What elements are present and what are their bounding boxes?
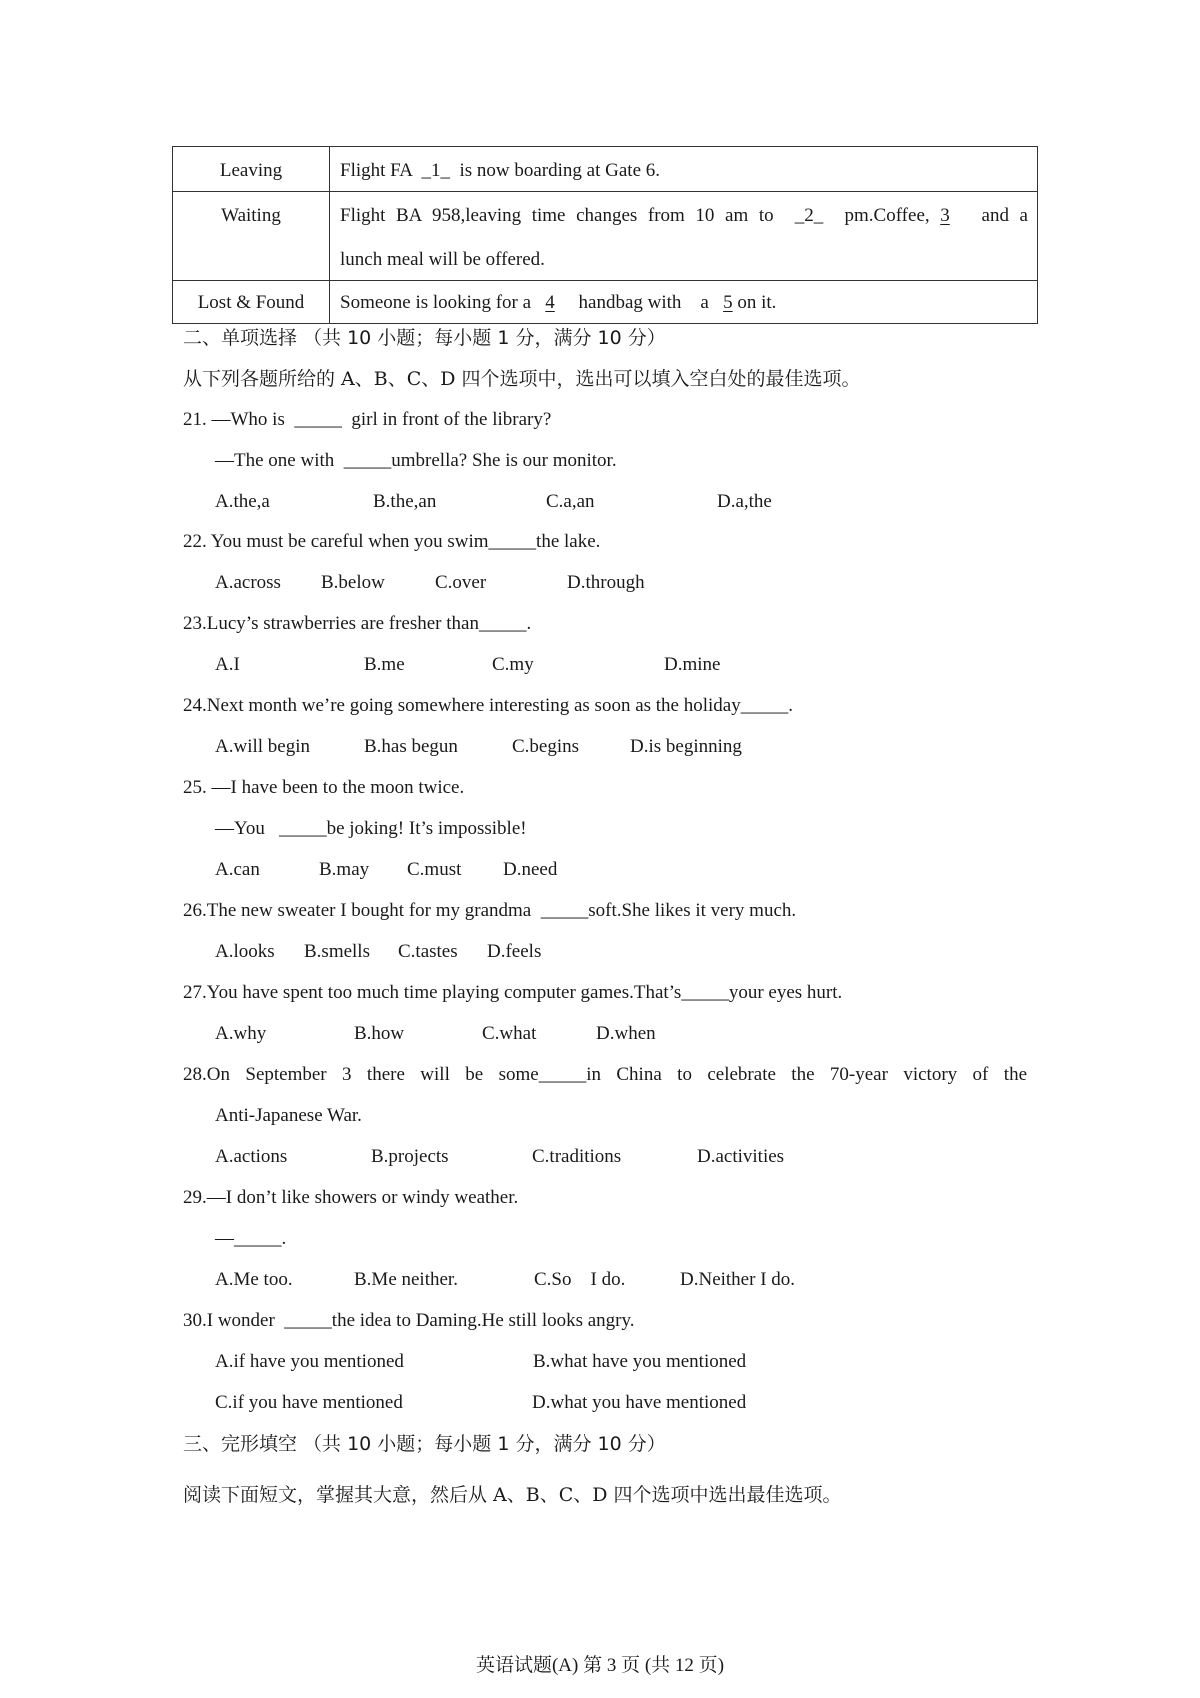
option-a[interactable]: A.can — [215, 859, 260, 880]
option-b[interactable]: B.smells — [304, 941, 370, 962]
section-heading: 三、完形填空 （共 10 小题；每小题 1 分，满分 10 分） — [183, 1433, 666, 1455]
table-label: Leaving — [173, 147, 330, 192]
table-cell — [330, 281, 1038, 324]
option-d[interactable]: D.is beginning — [630, 736, 742, 757]
option-d[interactable]: D.mine — [664, 654, 721, 675]
option-b[interactable]: B.how — [354, 1023, 405, 1044]
table-row — [173, 147, 1038, 192]
blank-3: 3 — [940, 205, 950, 226]
option-d[interactable]: D.a,the — [717, 491, 772, 512]
option-a[interactable]: A.looks — [215, 941, 275, 962]
option-b[interactable]: B.what have you mentioned — [533, 1351, 747, 1372]
question-26: 26.The new sweater I bought for my grandma _____soft.She likes it very much. — [183, 900, 797, 921]
cell-text: on it. — [732, 292, 777, 313]
page-footer: 英语试题(A) 第 3 页 (共 12 页) — [475, 1655, 725, 1676]
cell-text: lunch meal will be offered. — [340, 249, 545, 270]
option-d[interactable]: D.need — [503, 859, 558, 880]
table-row — [173, 281, 1038, 324]
question-24: 24.Next month we’re going somewhere interesting as soon as the holiday_____. — [183, 695, 793, 716]
question-29-reply: —_____. — [215, 1228, 287, 1249]
table-cell — [330, 192, 1038, 281]
blank-1: _1_ — [421, 160, 450, 181]
option-c[interactable]: C.begins — [512, 736, 580, 757]
cell-text: Flight BA 958,leaving time changes from 10 am to — [340, 205, 795, 226]
option-b[interactable]: B.has begun — [364, 736, 458, 757]
option-b[interactable]: B.below — [321, 572, 385, 593]
section-heading: 二、单项选择 （共 10 小题；每小题 1 分，满分 10 分） — [183, 327, 666, 349]
option-a[interactable]: A.actions — [215, 1146, 288, 1167]
cell-text: is now boarding at Gate 6. — [449, 160, 660, 181]
option-c[interactable]: C.my — [492, 654, 534, 675]
option-b[interactable]: B.the,an — [373, 491, 437, 512]
question-25: 25. —I have been to the moon twice. — [183, 777, 465, 798]
option-a[interactable]: A.why — [215, 1023, 267, 1044]
option-c[interactable]: C.what — [482, 1023, 537, 1044]
option-d[interactable]: D.through — [567, 572, 645, 593]
option-c[interactable]: C.tastes — [398, 941, 458, 962]
option-a[interactable]: A.will begin — [215, 736, 310, 757]
question-27: 27.You have spent too much time playing computer games.That’s_____your eyes hurt. — [183, 982, 843, 1003]
section-instruction: 从下列各题所给的 A、B、C、D 四个选项中，选出可以填入空白处的最佳选项。 — [183, 368, 861, 390]
option-b[interactable]: B.projects — [371, 1146, 449, 1167]
option-c[interactable]: C.must — [407, 859, 462, 880]
option-b[interactable]: B.Me neither. — [354, 1269, 458, 1290]
option-d[interactable]: D.what you have mentioned — [532, 1392, 747, 1413]
question-21-reply: —The one with _____umbrella? She is our monitor. — [215, 450, 617, 471]
option-c[interactable]: C.a,an — [546, 491, 595, 512]
option-c[interactable]: C.traditions — [532, 1146, 622, 1167]
notice-table — [172, 146, 1038, 324]
option-c[interactable]: C.So I do. — [534, 1269, 626, 1290]
cell-text: Someone is looking for a — [340, 292, 546, 313]
option-d[interactable]: D.Neither I do. — [680, 1269, 796, 1290]
cell-text: and a — [949, 205, 1028, 226]
question-30: 30.I wonder _____the idea to Daming.He still looks angry. — [183, 1310, 635, 1331]
option-d[interactable]: D.when — [596, 1023, 656, 1044]
table-cell — [330, 147, 1038, 192]
question-28: 28.On September 3 there will be some_____in China to celebrate the 70-year victory of the — [183, 1064, 1027, 1085]
question-21: 21. —Who is _____ girl in front of the library? — [183, 409, 552, 430]
option-a[interactable]: A.Me too. — [215, 1269, 293, 1290]
option-a[interactable]: A.across — [215, 572, 281, 593]
cell-text: handbag with a — [554, 292, 724, 313]
table-label: Lost & Found — [173, 281, 330, 324]
question-25-reply: —You _____be joking! It’s impossible! — [215, 818, 527, 839]
option-c[interactable]: C.if you have mentioned — [215, 1392, 403, 1413]
option-b[interactable]: B.may — [319, 859, 370, 880]
option-a[interactable]: A.I — [215, 654, 240, 675]
question-28-cont: Anti-Japanese War. — [215, 1105, 362, 1126]
table-row — [173, 192, 1038, 281]
blank-2: _2_ — [794, 205, 824, 226]
option-b[interactable]: B.me — [364, 654, 405, 675]
option-d[interactable]: D.activities — [697, 1146, 785, 1167]
question-23: 23.Lucy’s strawberries are fresher than_____. — [183, 613, 532, 634]
section-instruction: 阅读下面短文，掌握其大意，然后从 A、B、C、D 四个选项中选出最佳选项。 — [183, 1484, 842, 1506]
option-d[interactable]: D.feels — [487, 941, 542, 962]
blank-4: 4 — [545, 292, 555, 313]
cell-text: pm.Coffee, — [823, 205, 941, 226]
blank-5: 5 — [723, 292, 733, 313]
table-label: Waiting — [173, 192, 330, 281]
question-22: 22. You must be careful when you swim_____the lake. — [183, 531, 601, 552]
cell-text: Flight FA — [340, 160, 422, 181]
option-a[interactable]: A.if have you mentioned — [215, 1351, 404, 1372]
option-a[interactable]: A.the,a — [215, 491, 270, 512]
option-c[interactable]: C.over — [435, 572, 487, 593]
question-29: 29.—I don’t like showers or windy weather. — [183, 1187, 519, 1208]
